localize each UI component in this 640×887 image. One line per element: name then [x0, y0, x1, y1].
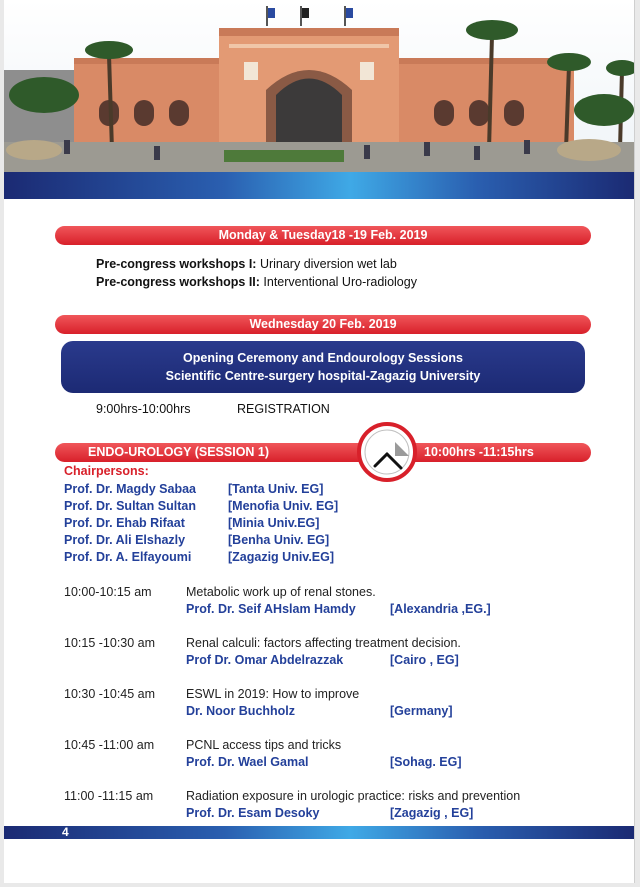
talk-3-time: 10:30 -10:45 am — [64, 687, 156, 701]
talk-3-speaker: Dr. Noor Buchholz — [186, 704, 296, 718]
chairpersons-label: Chairpersons: — [64, 464, 149, 478]
talk-1-place: [Alexandria ,EG.] — [390, 602, 491, 616]
talk-4-speaker: Prof. Dr. Wael Gamal — [186, 755, 309, 769]
talk-2-speaker: Prof Dr. Omar Abdelrazzak — [186, 653, 344, 667]
opening-line-2: Scientific Centre-surgery hospital-Zagazig University — [165, 369, 481, 383]
chair-name-4: Prof. Dr. Ali Elshazly — [64, 533, 186, 547]
talk-1-speaker: Prof. Dr. Seif AHslam Hamdy — [186, 602, 356, 616]
talk-2-place: [Cairo , EG] — [390, 653, 459, 667]
header-blue-band — [4, 172, 634, 199]
talk-1-title: Metabolic work up of renal stones. — [186, 585, 376, 599]
talk-2-title: Renal calculi: factors affecting treatment decision. — [186, 636, 461, 650]
day-bar-monday-tuesday: Monday & Tuesday18 -19 Feb. 2019 — [55, 226, 591, 245]
page-number: 4 — [62, 825, 69, 839]
workshop-2-topic: Interventional Uro-radiology — [259, 275, 417, 289]
workshop-1-topic: Urinary diversion wet lab — [256, 257, 397, 271]
chair-name-5: Prof. Dr. A. Elfayoumi — [64, 550, 192, 564]
opening-ceremony-box — [61, 341, 585, 393]
chair-univ-1: [Tanta Univ. EG] — [228, 482, 324, 496]
talk-4-place: [Sohag. EG] — [390, 755, 462, 769]
talk-5-place: [Zagazig , EG] — [390, 806, 474, 820]
clock-icon — [357, 422, 417, 482]
day-bar-wednesday: Wednesday 20 Feb. 2019 — [55, 315, 591, 334]
talk-3-title: ESWL in 2019: How to improve — [186, 687, 360, 701]
opening-line-1: Opening Ceremony and Endourology Sessions — [183, 351, 463, 365]
chair-univ-4: [Benha Univ. EG] — [228, 533, 330, 547]
museum-photo-icon — [4, 0, 634, 175]
talk-4-title: PCNL access tips and tricks — [186, 738, 342, 752]
talk-5-time: 11:00 -11:15 am — [64, 789, 154, 803]
talk-5-speaker: Prof. Dr. Esam Desoky — [186, 806, 320, 820]
registration-label: REGISTRATION — [237, 402, 330, 416]
chair-univ-3: [Minia Univ.EG] — [228, 516, 320, 530]
workshop-1 — [96, 257, 397, 271]
chair-name-2: Prof. Dr. Sultan Sultan — [64, 499, 196, 513]
talk-2-time: 10:15 -10:30 am — [64, 636, 156, 650]
workshop-1-title: Pre-congress workshops I: — [96, 257, 257, 271]
talk-4-time: 10:45 -11:00 am — [64, 738, 155, 752]
registration-time: 9:00hrs-10:00hrs — [96, 402, 191, 416]
footer-blue-band — [4, 826, 634, 839]
session-title: ENDO-UROLOGY (SESSION 1) — [88, 445, 270, 459]
chair-name-3: Prof. Dr. Ehab Rifaat — [64, 516, 185, 530]
workshop-2 — [96, 275, 417, 289]
talk-3-place: [Germany] — [390, 704, 453, 718]
session-time: 10:00hrs -11:15hrs — [424, 445, 534, 459]
talk-5-title: Radiation exposure in urologic practice: risks and prevention — [186, 789, 521, 803]
talk-1-time: 10:00-10:15 am — [64, 585, 152, 599]
chair-univ-2: [Menofia Univ. EG] — [228, 499, 339, 513]
workshop-2-title: Pre-congress workshops II: — [96, 275, 260, 289]
chair-name-1: Prof. Dr. Magdy Sabaa — [64, 482, 196, 496]
chair-univ-5: [Zagazig Univ.EG] — [228, 550, 335, 564]
program-page — [4, 0, 635, 883]
